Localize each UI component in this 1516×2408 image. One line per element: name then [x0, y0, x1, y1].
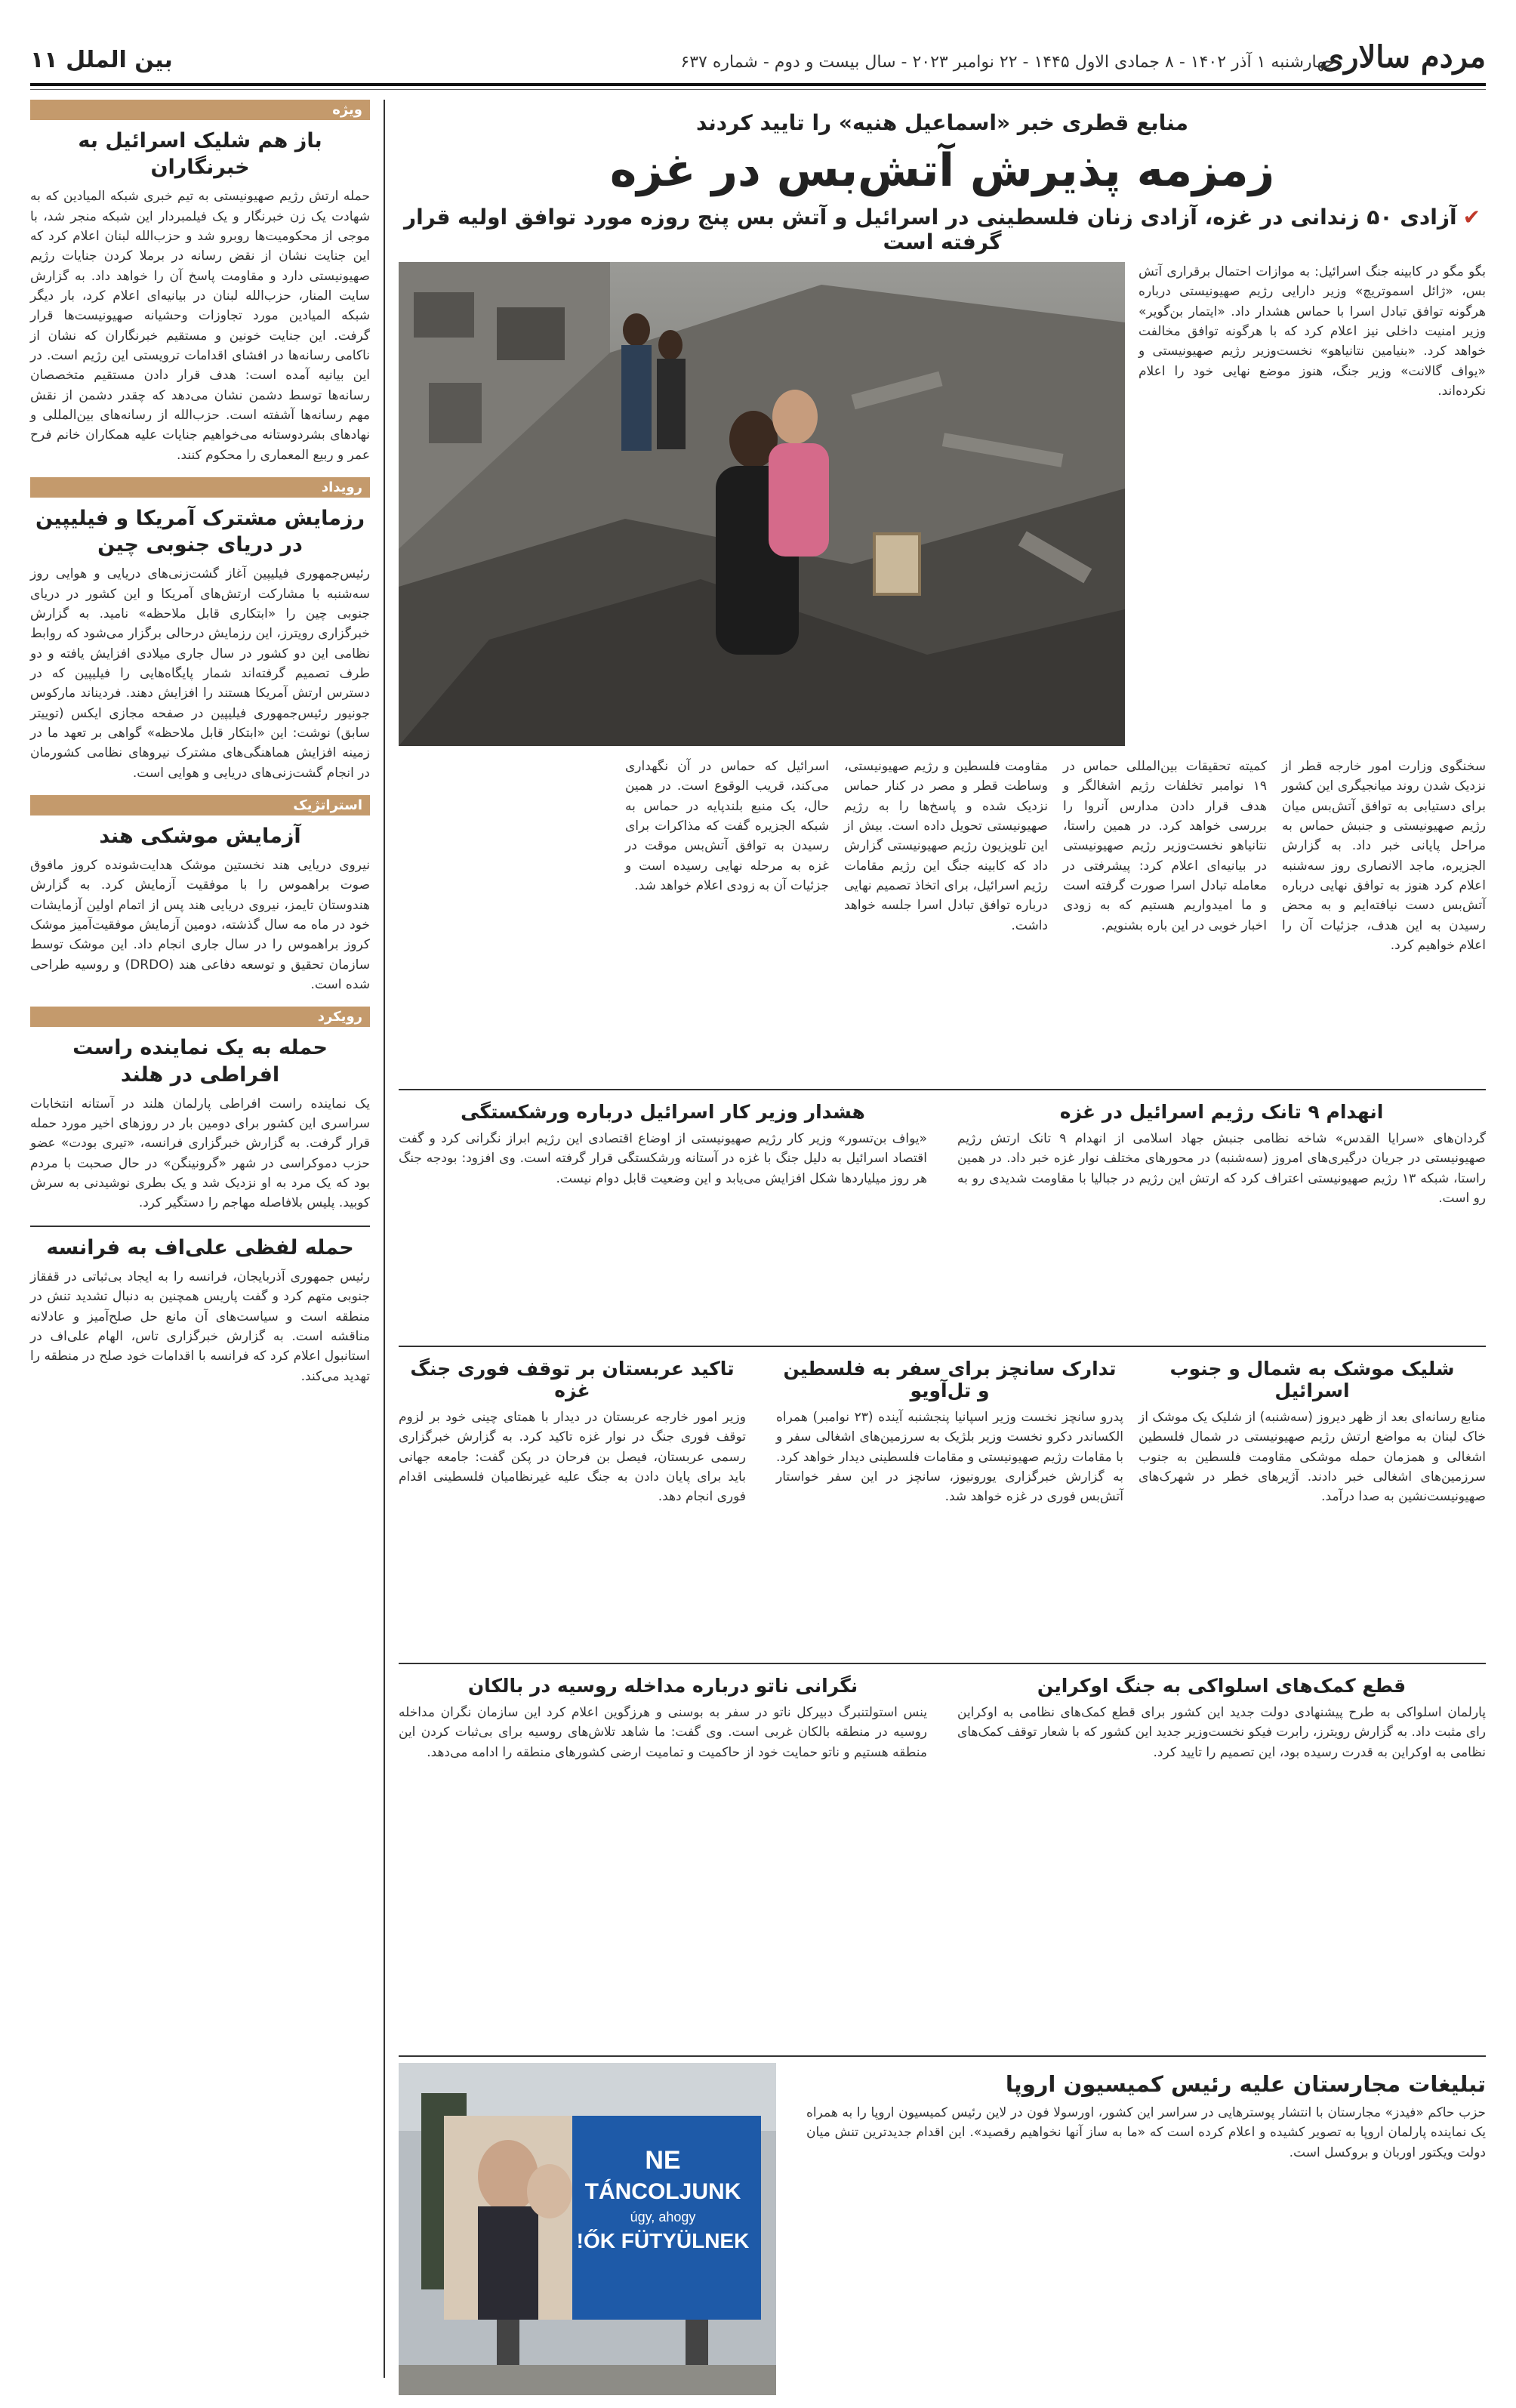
divider	[399, 1089, 1486, 1090]
section-tag: رویداد	[30, 477, 370, 498]
sidebar-headline: باز هم شلیک اسرائیل به خبرنگاران	[78, 129, 322, 180]
section-tag: استراتژیک	[30, 795, 370, 816]
sidebar	[30, 100, 370, 2378]
sidebar-headline: حمله به یک نماینده راست افراطی در هلند	[72, 1036, 328, 1087]
article-text: «یواف بن‌تسور» وزیر کار رژیم صهیونیستی از اوضاع اقتصادی این رژیم ابراز نگرانی کرد و گفت اقتصاد اسرائیل به دلیل جنگ با غزه در آستانه ورشکستگی قرار گرفته است. وی افزود: بودجه جنگ هر روز میلیاردها شکل افزایش می‌یابد و این وضعیت قابل دوام نیست.	[399, 1131, 927, 1186]
lead-body-col-4: اسرائیل که حماس در آن نگهداری می‌کند، قریب الوقوع است. در همین حال، یک منبع بلندپایه در حماس به شبکه الجزیره گفت که مذاکرات برای رسیدن به توافق آتش‌بس موقت در غزه به مرحله نهایی رسیده است و جزئیات آن به زودی اعلام خواهد شد.	[625, 759, 829, 894]
divider	[399, 1346, 1486, 1347]
lead-body-col-1: سخنگوی وزارت امور خارجه قطر از نزدیک شدن روند میانجیگری این کشور برای دستیابی به توافق آتش‌بس میان رژیم صهیونیستی و جنبش حماس به مراحل پایانی خبر داد. به گزارش الجزیره، ماجد الانصاری روز سه‌شنبه اعلام کرد هنوز به توافق نهایی درباره آتش‌بس دست نیافته‌ایم و به محض رسیدن به این هدف، جزئیات آن را اعلام خواهیم کرد.	[1282, 759, 1486, 954]
sidebar-section-5	[30, 1226, 370, 1386]
article-tanks	[957, 1096, 1486, 1208]
article-headline: نگرانی ناتو درباره مداخله روسیه در بالکان	[467, 1675, 858, 1697]
lead-photo	[399, 262, 1125, 746]
article-text: گردان‌های «سرایا القدس» شاخه نظامی جنبش جهاد اسلامی از انهدام ۹ تانک ارتش رژیم صهیونیستی در جریان درگیری‌های امروز (سه‌شنبه) در محورهای مختلف نوار غزه خبر داد. در همین راستا، شبکه ۱۳ رژیم صهیونیستی اعتراف کرد که ارتش این رژیم در جبالیا با مقاومت شدیدی رو به رو است.	[957, 1131, 1486, 1207]
lead-subhead	[399, 205, 1486, 254]
article-hungary	[806, 2067, 1486, 2163]
article-text: وزیر امور خارجه عربستان در دیدار با همتای چینی خود بر لزوم توقف فوری جنگ در نوار غزه تاکید کرد. به گزارش خبرگزاری رسمی عربستان، فیصل بن فرحان در پکن گفت: جامعه جهانی باید برای پایان دادن به جنگ علیه غیرنظامیان فلسطینی اقدام فوری انجام دهد.	[399, 1410, 746, 1505]
article-arabia	[399, 1353, 746, 1507]
article-text: حزب حاکم «فیدز» مجارستان با انتشار پوسترهایی در سراسر این کشور، اورسولا فون در لاین رئیس کمیسیون اروپا را به همراه یک نماینده پارلمان اروپا به تصویر کشیده و اعلام کرده است که «ما به ساز آنها نخواهیم رقصید». این اقدام جدیدترین تنش میان دولت ویکتور اوربان و بروکسل است.	[806, 2105, 1486, 2160]
divider	[30, 1226, 370, 1227]
article-sanchez	[776, 1353, 1123, 1507]
billboard-photo	[399, 2063, 776, 2395]
article-text: پارلمان اسلواکی به طرح پیشنهادی دولت جدید این کشور برای قطع کمک‌های نظامی به اوکراین رای مثبت داد. به گزارش رویترز، رابرت فیکو نخست‌وزیر جدید این کشور که با شعار توقف کمک‌های نظامی به اوکراین به قدرت رسیده بود، این تصمیم را تایید کرد.	[957, 1705, 1486, 1760]
page-section-label: بین الملل ۱۱	[30, 47, 173, 73]
billboard-text: ŐK FÜTYÜLNEK!	[576, 2229, 750, 2252]
article-headline: انهدام ۹ تانک رژیم اسرائیل در غزه	[1059, 1101, 1384, 1123]
divider	[399, 1663, 1486, 1664]
check-icon: ✔	[1462, 205, 1481, 230]
lead-headline: زمزمه پذیرش آتش‌بس در غزه	[609, 144, 1275, 197]
lead-body-col-3: مقاومت فلسطین و رژیم صهیونیستی، وساطت قطر و مصر در کنار حماس نزدیک شده و پاسخ‌ها را به رژیم صهیونیستی تحویل داده است. بیش از این تلویزیون رژیم صهیونیستی گزارش داد که کابینه جنگ این رژیم مقامات رژیم اسرائیل، برای اتخاذ تصمیم نهایی درباره توافق تبادل اسرا جلسه خواهد داشت.	[844, 759, 1048, 933]
sidebar-article-text: رئیس‌جمهوری فیلیپین آغاز گشت‌زنی‌های دریایی و هوایی روز سه‌شنبه با مشارکت ارتش‌های آمریکا و این کشور در دریای جنوبی چین را «ابتکاری قابل ملاحظه» نامید. به گزارش خبرگزاری رویترز، این رزمایش درحالی برگزار می‌شود که روابط نظامی این دو کشور در سال جاری میلادی افزایش یافته و دو طرف تصمیم گرفته‌اند شمار پایگاه‌هایی را فیلیپین که در دسترس ارتش آمریکا هستند را افزایش دهند. فردیناند مارکوس جونیور رئیس‌جمهوری فیلیپین در صفحه مجازی ایکس (توییتر سابق) نوشت: این «ابتکار قابل ملاحظه» گواهی بر تعهد ما در زمینه افزایش هماهنگی‌های مشترک نیروهای نظامی کشورمان در انجام گشت‌زنی‌های دریایی و هوایی است.	[30, 566, 370, 781]
lead-body-row	[399, 757, 1486, 1081]
lead-body-col-2: کمیته تحقیقات بین‌المللی حماس در ۱۹ نوامبر تخلفات رژیم اشغالگر و هدف قرار دادن مدارس آنروا را بررسی خواهد کرد. در همین راستا، نتانیاهو نخست‌وزیر رژیم صهیونیستی در بیانیه‌ای اعلام کرد: پیشرفتی در معامله تبادل اسرا صورت گرفته است و ما امیدواریم هستیم که به زودی اخبار خوبی در این باره بشنویم.	[1063, 759, 1267, 933]
article-balkans	[399, 1670, 927, 1762]
lead-column: بگو مگو در کابینه جنگ اسرائیل: به موازات احتمال برقراری آتش بس، «ژائل اسموتریچ» وزیر دارایی رژیم صهیونیستی درباره هرگونه توافق تبادل اسرا با حماس هشدار داد. «ایتمار بن‌گویر» وزیر امنیت داخلی نیز اعلام کرد که با هرگونه توافق مخالفت خواهد کرد. «بنیامین نتانیاهو» نخست‌وزیر رژیم صهیونیستی و «یواف گالانت» وزیر جنگ، هنوز موضع نهایی خود را اعلام نکرده‌اند.	[1139, 264, 1486, 399]
divider	[399, 2055, 1486, 2057]
article-warning	[399, 1096, 927, 1189]
sidebar-headline: رزمایش مشترک آمریکا و فیلیپین در دریای جنوبی چین	[35, 507, 365, 557]
header-thin-rule	[30, 89, 1486, 90]
section-tag: رویکرد	[30, 1007, 370, 1027]
article-text: منابع رسانه‌ای بعد از ظهر دیروز (سه‌شنبه) از شلیک یک موشک از خاک لبنان به مواضع ارتش رژیم صهیونیستی در شمال فلسطین اشغالی و همزمان حمله موشکی مقاومت فلسطین به جنوب سرزمین‌های اشغالی خبر دادند. آژیرهای خطر در شهرک‌های صهیونیست‌نشین به صدا درآمد.	[1139, 1410, 1486, 1505]
sidebar-section-1	[30, 100, 370, 465]
article-headline: تبلیغات مجارستان علیه رئیس کمیسیون اروپا	[1005, 2071, 1486, 2097]
article-headline: قطع کمک‌های اسلواکی به جنگ اوکراین	[1037, 1675, 1407, 1697]
paper-logo: مردم سالاری	[1320, 39, 1486, 75]
billboard-text: TÁNCOLJUNK	[584, 2179, 741, 2204]
sidebar-headline: آزمایش موشکی هند	[99, 824, 301, 848]
article-headline: شلیک موشک به شمال و جنوب اسرائیل	[1169, 1358, 1455, 1401]
billboard-illustration	[399, 2063, 776, 2395]
article-headline: تدارک سانچز برای سفر به فلسطین و تل‌آویو	[783, 1358, 1117, 1401]
sidebar-section-4	[30, 1007, 370, 1213]
sidebar-section-2	[30, 477, 370, 783]
sidebar-section-3	[30, 795, 370, 995]
sidebar-article-text: حمله ارتش رژیم صهیونیستی به تیم خبری شبکه المیادین که به شهادت یک زن خبرنگار و یک فیلمبردار این شبکه منجر شد، با موجی از محکومیت‌ها روبرو شد و حزب‌الله لبنان اعلام کرد که این جنایت نشان از نقض رسانه در برملا کردن جنایات رژیم صهیونیستی دارد و مقاومت پاسخ آن را خواهد داد. به گزارش سایت المنار، حزب‌الله لبنان در بیانیه‌ای اعلام کرد، بار دیگر شبکه المیادین مورد تجاوزات وحشیانه صهیونیست‌ها قرار گرفت. این جنایت خونین و مستقیم خبرنگاران که نشان از ناکامی رسانه‌ها در افشای اقدامات ترویستی این رژیم است. در این بیانیه آمده است: هدف قرار دادن مستقیم متخصصان رسانه‌ها توسط دشمن نشان می‌دهد که چقدر دشمن از نقش مهم رسانه‌ها آشفته است. حزب‌الله از رسانه‌های بین‌المللی و نهادهای بشردوستانه می‌خواهیم جنایات علیه همکاران خانم فرح عمر و ربیع المعماری را محکوم کنند.	[30, 189, 370, 463]
sidebar-headline: حمله لفظی علی‌اف به فرانسه	[46, 1235, 354, 1259]
header-rule	[30, 83, 1486, 86]
section-tag: ویژه	[30, 100, 370, 120]
article-ukraine	[957, 1670, 1486, 1762]
sidebar-article-text: نیروی دریایی هند نخستین موشک هدایت‌شونده کروز مافوق صوت براهموس را با موفقیت آزمایش کرد. به گزارش هندوستان تایمز، نیروی دریایی هند پس از اتمام اولین آزمایشات خود در ماه مه سال گذشته، دومین آزمایش موفقیت‌آمیز موشک کروز براهموس را در سال جاری انجام داد. این موشک توسط سازمان تحقیق و توسعه دفاعی هند (DRDO) و روسیه طراحی شده است.	[30, 858, 370, 993]
article-headline: تاکید عربستان بر توقف فوری جنگ غزه	[410, 1358, 735, 1401]
dateline: چهارشنبه ۱ آذر ۱۴۰۲ - ۸ جمادی الاول ۱۴۴۵ - ۲۲ نوامبر ۲۰۲۳ - سال بیست و دوم - شماره ۶۳۷	[680, 53, 1335, 72]
column-divider	[384, 100, 385, 2378]
article-headline: هشدار وزیر کار اسرائیل درباره ورشکستگی	[461, 1101, 865, 1123]
sidebar-article-text: یک نماینده راست افراطی پارلمان هلند در آستانه انتخابات سراسری این کشور برای دومین بار در روزهای اخیر مورد حمله قرار گرفت. به گزارش خبرگزاری فرانسه، «تیری بودت» عضو حزب دموکراسی در شهر «گرونینگن» در حال صحبت با مردم بود که یک مرد به او نزدیک شد و یک بطری نوشیدنی به سرش کوبید. پلیس بلافاصله مهاجم را دستگیر کرد.	[30, 1096, 370, 1211]
rubble-photo-illustration	[399, 262, 1125, 746]
article-missile	[1139, 1353, 1486, 1507]
article-text: پدرو سانچز نخست وزیر اسپانیا پنجشنبه آینده (۲۳ نوامبر) همراه الکساندر دکرو نخست وزیر بلژیک به سرزمین‌های اشغالی سفر و با مقامات رژیم صهیونیستی و مقامات فلسطینی دیدار خواهد کرد. به گزارش خبرگزاری یورونیوز، سانچز در این سفر خواستار آتش‌بس فوری در غزه خواهد شد.	[776, 1410, 1123, 1505]
sidebar-article-text: رئیس جمهوری آذربایجان، فرانسه را به ایجاد بی‌ثباتی در قفقاز جنوبی متهم کرد و گفت پاریس همچنین به دنبال تشدید تنش در منطقه است و سیاست‌های آن مانع حل صلح‌آمیز و عادلانه مناقشه است. به گزارش خبرگزاری تاس، الهام علی‌اف در استانبول اعلام کرد که فرانسه با اقدامات خود صلح در منطقه را تهدید می‌کند.	[30, 1269, 370, 1384]
lead-subhead-text: آزادی ۵۰ زندانی در غزه، آزادی زنان فلسطینی در اسرائیل و آتش بس پنج روزه مورد توافق اولیه قرار گرفته است	[403, 205, 1457, 254]
billboard-text: NE	[645, 2146, 681, 2175]
billboard-text: úgy, ahogy	[630, 2209, 696, 2225]
main-content	[399, 100, 1486, 2252]
lead-kicker: منابع قطری خبر «اسماعیل هنیه» را تایید کردند	[696, 110, 1188, 135]
article-text: ینس استولتنبرگ دبیرکل ناتو در سفر به بوسنی و هرزگوین اعلام کرد این سازمان نگران مداخله روسیه در منطقه بالکان غربی است. وی گفت: ما شاهد تلاش‌های روسیه برای بی‌ثبات کردن این منطقه هستیم و ناتو حمایت خود از حاکمیت و تمامیت ارضی کشورهای منطقه را ادامه می‌دهد.	[399, 1705, 927, 1760]
